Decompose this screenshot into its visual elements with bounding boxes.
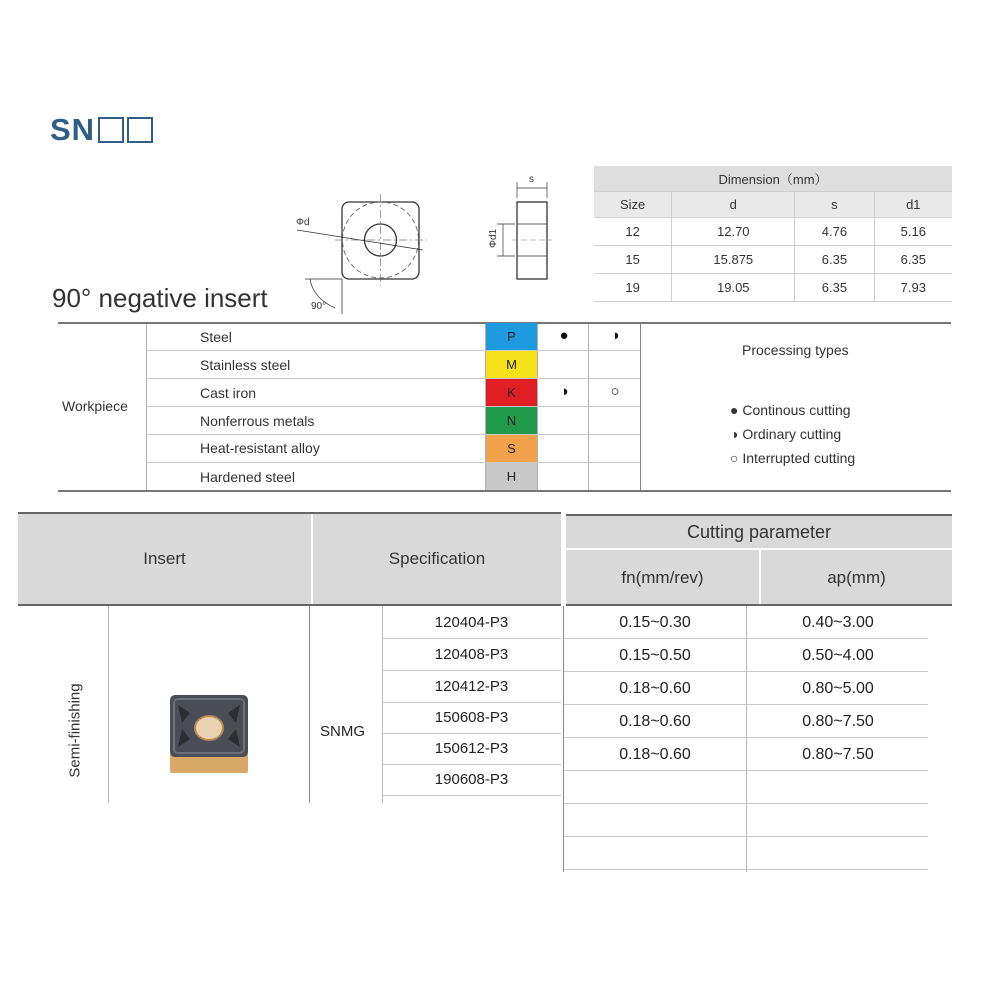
spec-code: 190608-P3	[434, 771, 509, 788]
material-label: Nonferrous metals	[200, 413, 315, 429]
spec-code: 150612-P3	[434, 740, 509, 757]
dimension-cell: 7.93	[874, 274, 952, 302]
dimension-table	[594, 166, 952, 302]
iso-badge: P	[486, 323, 537, 350]
title-placeholder-box	[98, 117, 124, 143]
material-label: Steel	[200, 329, 232, 345]
ap-value: 0.80~5.00	[802, 680, 874, 697]
material-label: Stainless steel	[200, 357, 291, 373]
fn-value: 0.15~0.50	[619, 647, 691, 664]
spec-code: 120404-P3	[434, 614, 509, 631]
insert-image	[168, 693, 250, 775]
suitability-symbol: ○	[610, 383, 620, 400]
iso-badge: M	[486, 351, 537, 378]
title-placeholder-box	[127, 117, 153, 143]
insert-side-view	[517, 202, 547, 279]
fn-value: 0.18~0.60	[619, 680, 691, 697]
processing-title: Processing types	[742, 342, 849, 358]
spec-code: 120412-P3	[434, 678, 509, 695]
dimension-cell: 19	[594, 274, 672, 302]
dimension-cell: 6.35	[795, 274, 874, 302]
dimension-col-header: Size	[594, 192, 672, 218]
ap-value: 0.80~7.50	[802, 746, 874, 763]
dimension-cell: 6.35	[795, 246, 874, 274]
iso-badge: N	[486, 407, 537, 434]
material-label: Cast iron	[200, 385, 257, 401]
iso-badge: S	[486, 435, 537, 462]
s-label: s	[529, 174, 534, 185]
series-title	[50, 112, 153, 148]
ap-value: 0.80~7.50	[802, 713, 874, 730]
ap-header: ap(mm)	[827, 568, 886, 587]
insert-header: Insert	[143, 549, 186, 568]
insert-family: SNMG	[320, 723, 365, 740]
material-label: Heat-resistant alloy	[200, 440, 320, 456]
dimension-cell: 19.05	[672, 274, 795, 302]
iso-badge: H	[486, 463, 537, 490]
iso-badge: K	[486, 379, 537, 406]
d-label: Φd	[296, 217, 310, 228]
fn-value: 0.15~0.30	[619, 614, 691, 631]
dimension-cell: 6.35	[874, 246, 952, 274]
suitability-symbol: ◑	[610, 327, 620, 344]
workpiece-label: Workpiece	[62, 398, 128, 414]
processing-legend-item: ○ Interrupted cutting	[730, 450, 856, 466]
series-title-text: SN	[50, 112, 96, 147]
suitability-symbol: ●	[559, 327, 569, 344]
dimension-cell: 12.70	[672, 218, 795, 246]
spec-code: 150608-P3	[434, 709, 509, 726]
dimension-col-header: d	[672, 192, 795, 218]
fn-header: fn(mm/rev)	[621, 568, 704, 587]
ap-value: 0.50~4.00	[802, 647, 874, 664]
dimension-cell: 12	[594, 218, 672, 246]
spec-code: 120408-P3	[434, 646, 509, 663]
page-subtitle: 90° negative insert	[52, 283, 268, 313]
suitability-symbol: ◑	[559, 383, 569, 400]
angle-label: 90°	[311, 301, 327, 312]
dimension-col-header: s	[795, 192, 874, 218]
dimension-cell: 4.76	[795, 218, 874, 246]
fn-value: 0.18~0.60	[619, 713, 691, 730]
machining-type-label: Semi-finishing	[66, 683, 84, 778]
fn-value: 0.18~0.60	[619, 746, 691, 763]
dimension-cell: 15	[594, 246, 672, 274]
insert-drawing	[285, 168, 585, 318]
ap-value: 0.40~3.00	[802, 614, 874, 631]
processing-legend-item: ◑ Ordinary cutting	[730, 426, 842, 442]
d1-label: Φd1	[488, 228, 499, 248]
spec-header: Specification	[388, 549, 486, 568]
processing-legend-item: ● Continous cutting	[730, 402, 851, 418]
dimension-col-header: d1	[874, 192, 952, 218]
dimension-cell: 15.875	[672, 246, 795, 274]
material-label: Hardened steel	[200, 469, 295, 485]
dimension-title: Dimension（mm）	[594, 166, 952, 192]
workpiece-bottom-rule	[58, 490, 951, 492]
cutting-parameter-header: Cutting parameter	[686, 522, 832, 542]
dimension-cell: 5.16	[874, 218, 952, 246]
